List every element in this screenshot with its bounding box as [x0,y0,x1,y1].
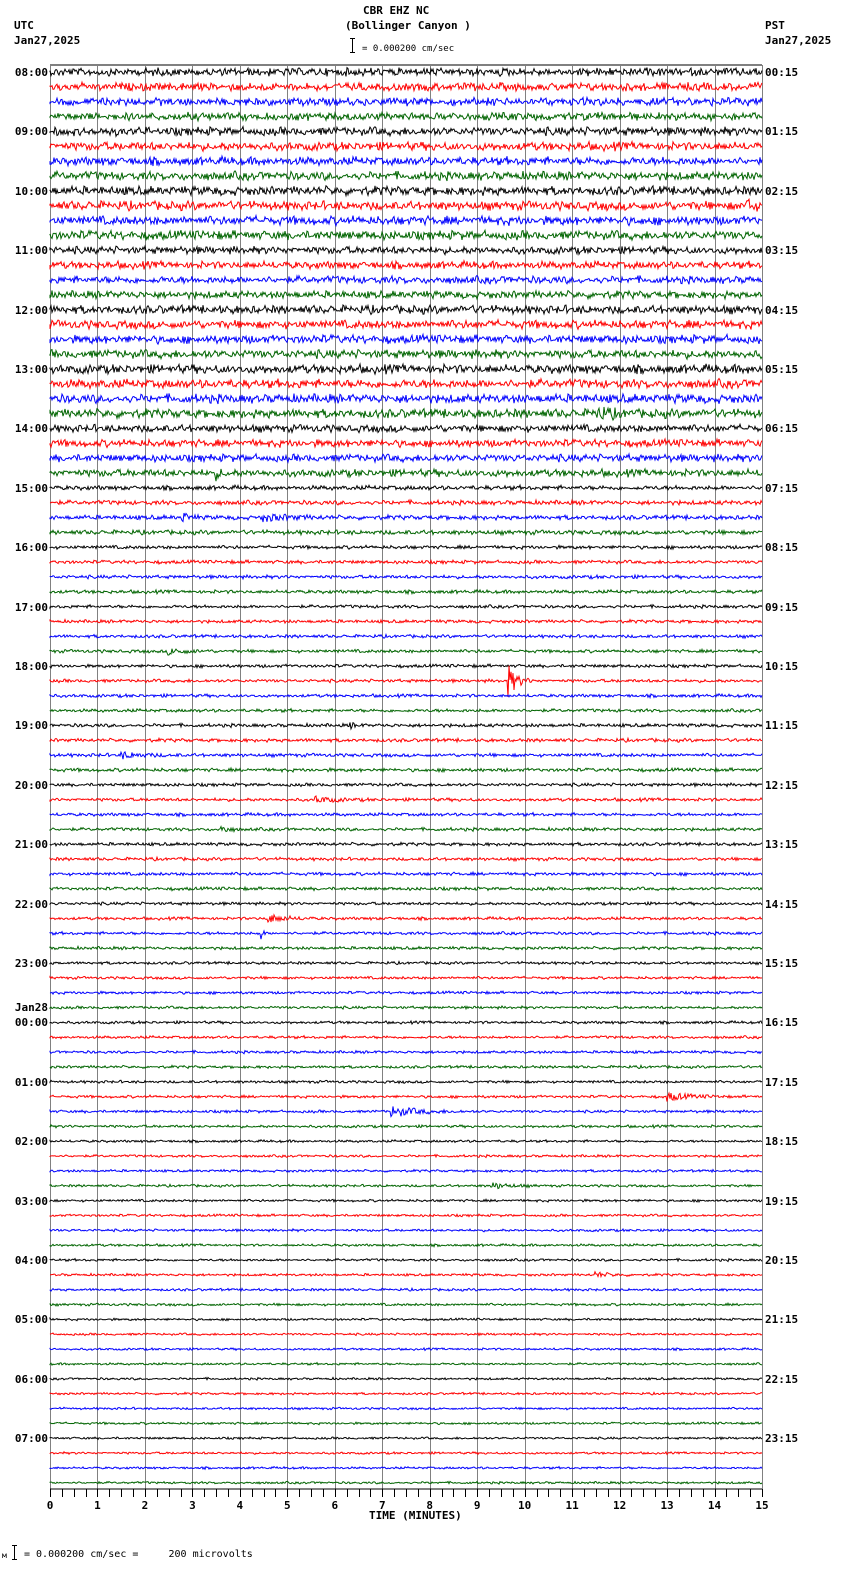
left-date: Jan27,2025 [14,34,81,47]
scale-text: = 0.000200 cm/sec [362,44,455,54]
seismic-trace [50,216,762,226]
x-tick-label: 6 [331,1499,339,1512]
pst-hour-label: 15:15 [765,957,799,970]
seismic-trace [50,171,762,181]
utc-hour-label: 06:00 [14,1372,48,1386]
utc-hour-label: 10:00 [14,184,48,198]
x-tick-label: 1 [94,1499,101,1512]
seismic-trace [50,560,762,564]
seismic-trace [50,305,762,315]
seismic-trace [50,335,762,345]
utc-hour-label: 00:00 [14,1016,48,1030]
x-axis-title: TIME (MINUTES) [369,1509,462,1522]
seismic-trace [50,82,762,91]
seismic-trace [50,664,762,668]
seismic-trace [50,156,762,166]
seismic-trace [50,887,762,891]
seismic-trace [50,199,762,211]
seismic-trace [50,1021,762,1024]
x-tick-label: 14 [707,1499,722,1512]
seismic-trace [50,1318,762,1321]
pst-hour-label: 22:15 [765,1372,799,1386]
seismic-trace [50,1183,762,1189]
pst-hour-label: 06:15 [765,422,799,436]
pst-hour-label: 12:15 [765,778,799,792]
x-tick-label: 4 [236,1499,244,1512]
seismic-trace [50,513,762,522]
seismic-trace [50,962,762,965]
utc-hour-label: 09:00 [14,125,48,139]
seismic-trace [50,424,762,432]
seismic-trace [50,439,762,448]
seismic-trace [50,783,762,787]
seismic-trace [50,1229,762,1232]
right-timezone: PST [765,19,785,32]
pst-hour-label: 05:15 [765,363,799,376]
seismic-trace [50,620,762,624]
x-tick-label: 13 [660,1499,674,1512]
seismic-trace [50,1093,762,1101]
utc-hour-label: 21:00 [14,838,48,852]
pst-hour-label: 18:15 [765,1135,799,1149]
station-title: CBR EHZ NC [363,4,430,17]
seismic-trace [50,1392,762,1395]
seismic-trace [50,142,762,152]
footer-scale-text: = 0.000200 cm/sec = 200 microvolts [24,1549,253,1560]
seismic-trace [50,68,762,77]
seismic-trace [50,485,762,490]
utc-hour-label: 03:00 [14,1194,48,1208]
right-date: Jan27,2025 [765,34,832,47]
seismic-trace [50,946,762,949]
x-tick-label: 9 [473,1499,481,1512]
pst-hour-label: 04:15 [765,303,799,317]
seismic-trace [50,976,762,979]
x-tick-label: 2 [141,1499,149,1512]
seismic-trace [50,469,762,481]
seismic-trace [50,186,762,196]
utc-hour-label: 14:00 [14,422,48,436]
x-tick-label: 11 [565,1499,579,1512]
seismic-trace [50,1140,762,1143]
footer-marker: м [2,1551,7,1560]
seismic-trace [50,530,762,535]
utc-hour-label: 12:00 [14,303,48,317]
seismic-trace [50,320,762,330]
seismic-trace [50,738,762,742]
seismic-trace [50,112,762,121]
pst-hour-label: 08:15 [765,541,799,555]
seismic-trace [50,379,762,389]
seismic-trace [50,1422,762,1425]
seismic-trace [50,350,762,360]
seismic-trace [50,635,762,639]
seismic-trace [50,1303,762,1306]
pst-hour-label: 19:15 [765,1194,799,1208]
seismic-trace [50,1452,762,1455]
seismic-trace [50,1199,762,1202]
seismic-trace [50,666,762,697]
x-tick-label: 7 [378,1499,386,1512]
x-tick-label: 10 [518,1499,532,1512]
seismic-trace [50,857,762,861]
x-tick-label: 0 [46,1499,54,1512]
station-location: (Bollinger Canyon ) [345,19,471,32]
seismic-trace [50,991,762,994]
seismic-trace [50,796,762,802]
pst-hour-label: 11:15 [765,719,799,733]
seismic-trace [50,230,762,240]
seismic-trace [50,1467,762,1470]
seismic-trace [50,1348,762,1351]
seismic-trace [50,261,762,270]
date-change-label: Jan28 [14,1001,48,1015]
seismic-trace [50,1363,762,1366]
seismic-trace [50,1006,762,1009]
seismic-trace [50,723,762,729]
utc-hour-label: 07:00 [14,1432,48,1446]
x-tick-label: 15 [755,1499,769,1512]
utc-hour-label: 17:00 [14,600,48,614]
utc-hour-label: 19:00 [14,719,48,733]
pst-hour-label: 09:15 [765,600,799,614]
seismic-trace [50,1065,762,1068]
seismic-trace [50,98,762,107]
seismic-trace [50,649,762,655]
seismic-trace [50,1036,762,1039]
seismic-trace [50,1214,762,1217]
seismic-trace [50,246,762,255]
pst-hour-label: 23:15 [765,1432,799,1446]
utc-hour-label: 08:00 [14,66,48,79]
utc-hour-label: 04:00 [14,1254,48,1267]
pst-hour-label: 16:15 [765,1016,799,1030]
utc-hour-label: 22:00 [14,897,48,911]
seismic-trace [50,1125,762,1128]
seismic-trace [50,364,762,375]
seismic-trace [50,1407,762,1410]
seismic-trace [50,500,762,505]
pst-hour-label: 00:15 [765,66,799,79]
pst-hour-label: 03:15 [765,244,799,258]
seismic-trace [50,605,762,609]
seismic-trace [50,127,762,137]
seismic-trace [50,545,762,549]
pst-hour-label: 07:15 [765,481,799,495]
pst-hour-label: 13:15 [765,838,799,852]
utc-hour-label: 01:00 [14,1075,48,1089]
seismic-trace [50,842,762,846]
utc-hour-label: 16:00 [14,541,48,555]
seismic-trace [50,931,762,939]
seismic-trace [50,752,762,759]
pst-hour-label: 21:15 [765,1313,799,1327]
seismic-trace [50,590,762,594]
seismic-trace [50,1259,762,1262]
footer-scale-bar-icon [14,1545,15,1560]
seismic-trace [50,915,762,922]
seismic-trace [50,827,762,832]
pst-hour-label: 10:15 [765,660,799,673]
x-tick-label: 5 [284,1499,291,1512]
seismic-trace [50,454,762,462]
seismic-trace [50,1481,762,1484]
seismic-trace [50,276,762,285]
seismic-trace [50,1244,762,1247]
seismic-trace [50,1378,762,1381]
utc-hour-label: 20:00 [14,778,48,792]
seismic-trace [50,407,762,420]
seismic-trace [50,1106,762,1116]
seismic-trace [50,813,762,817]
seismic-trace [50,902,762,905]
seismic-trace [50,1080,762,1083]
seismic-trace [50,1051,762,1054]
seismic-trace [50,768,762,772]
seismic-trace [50,1288,762,1291]
pst-hour-label: 02:15 [765,184,799,198]
x-tick-label: 3 [189,1499,196,1512]
pst-hour-label: 20:15 [765,1254,799,1267]
utc-hour-label: 15:00 [14,481,48,495]
left-timezone: UTC [14,19,34,32]
x-tick-label: 12 [612,1499,627,1512]
seismic-trace [50,1155,762,1158]
utc-hour-label: 05:00 [14,1313,48,1327]
seismic-trace [50,291,762,299]
seismic-trace [50,1333,762,1336]
utc-hour-label: 23:00 [14,957,48,970]
seismic-trace [50,709,762,713]
seismic-trace [50,1272,762,1277]
utc-hour-label: 13:00 [14,363,48,376]
pst-hour-label: 01:15 [765,125,799,139]
seismic-trace [50,694,762,698]
utc-hour-label: 02:00 [14,1135,48,1149]
x-tick-label: 8 [426,1499,434,1512]
utc-hour-label: 18:00 [14,660,48,673]
seismic-trace [50,575,762,579]
seismic-trace [50,1170,762,1173]
seismic-trace [50,393,762,404]
seismic-trace [50,872,762,876]
seismic-trace [50,1437,762,1440]
pst-hour-label: 17:15 [765,1075,799,1089]
utc-hour-label: 11:00 [14,244,48,258]
pst-hour-label: 14:15 [765,897,799,911]
